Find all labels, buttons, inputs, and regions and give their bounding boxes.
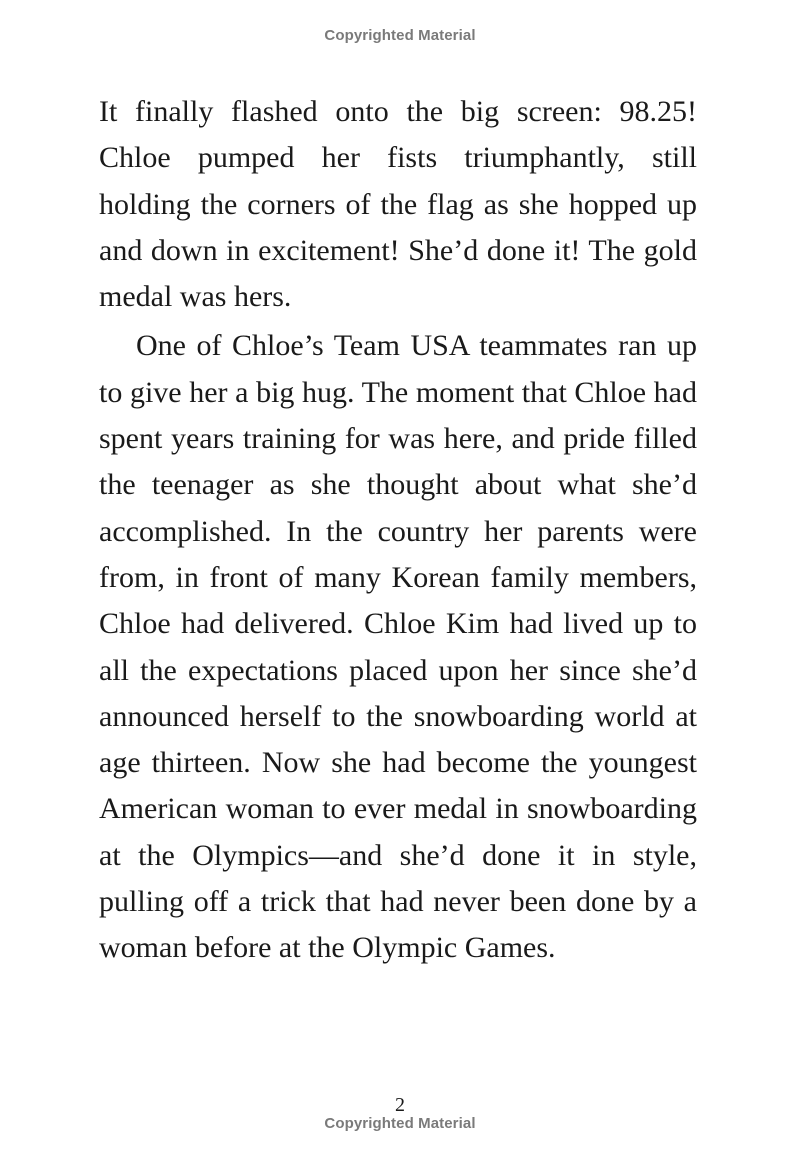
paragraph-2: One of Chloe’s Team USA teammates ran up to give her a big hug. The moment that Chloe had spent years training for was here, and pride filled the teenager as she thought about what she’d accomplished. In the country her parents were from, in front of many Korean family members, Chloe had delivered. Chloe Kim had lived up to all the expectations placed upon her since she’d announced herself to the snowboarding world at age thirteen. Now she had become the youngest American woman to ever medal in snowboarding at the Olympics—and she’d done it in style, pulling off a trick that had never been done by a woman before at the Olympic Games. bbox=[99, 329, 697, 965]
paragraph-1: It finally flashed onto the big screen: 98.25! Chloe pumped her fists triumphantly, still holding the corners of the flag as she hopped up and down in excitement! She’d done it! The gold medal was hers. bbox=[99, 95, 697, 314]
page-body-text bbox=[99, 89, 697, 972]
header-copyright-notice: Copyrighted Material bbox=[324, 27, 476, 44]
page-number: 2 bbox=[395, 1094, 405, 1116]
footer-copyright-notice: Copyrighted Material bbox=[324, 1115, 476, 1132]
